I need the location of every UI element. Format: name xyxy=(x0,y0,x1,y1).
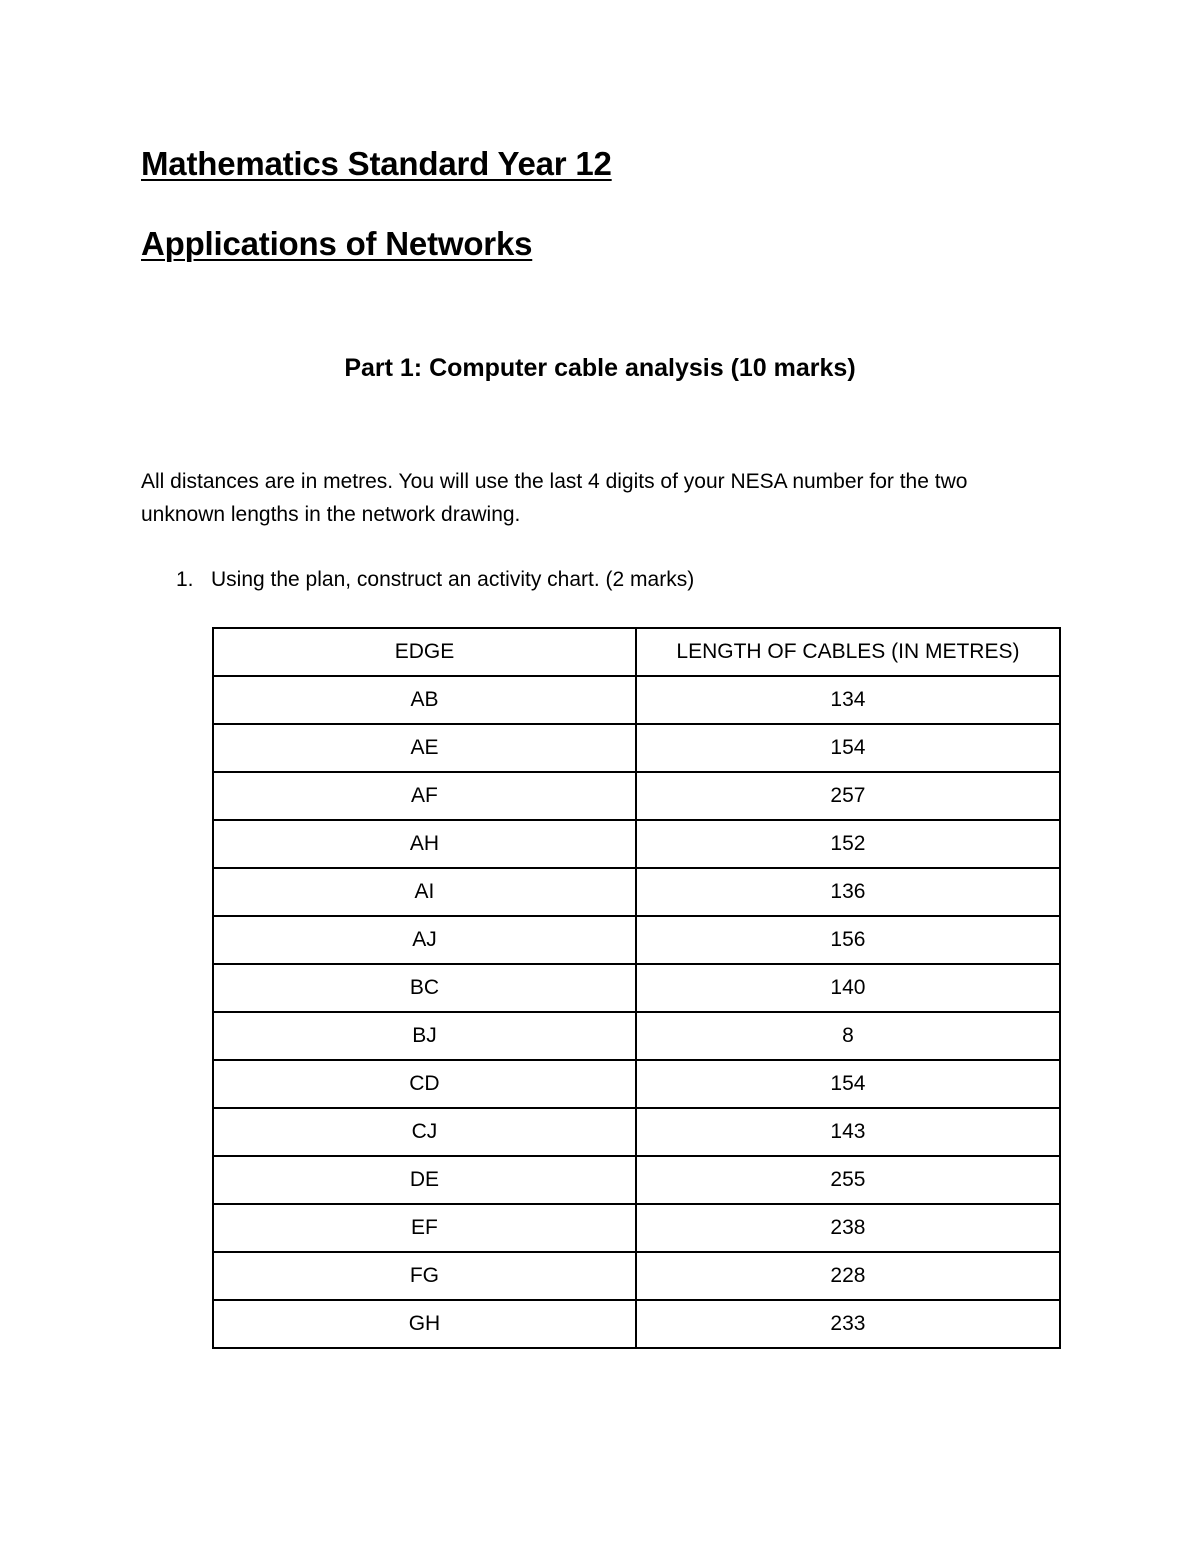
part-heading: Part 1: Computer cable analysis (10 marks) xyxy=(344,354,856,382)
cell-length: 136 xyxy=(636,868,1060,916)
cell-edge: DE xyxy=(213,1156,636,1204)
cell-length: 152 xyxy=(636,820,1060,868)
cell-length: 8 xyxy=(636,1012,1060,1060)
table-row xyxy=(213,964,1060,1012)
table-row xyxy=(213,1204,1060,1252)
cell-length: 257 xyxy=(636,772,1060,820)
table-row xyxy=(213,916,1060,964)
cell-edge: AH xyxy=(213,820,636,868)
cell-length: 154 xyxy=(636,1060,1060,1108)
document-subtitle: Applications of Networks xyxy=(141,225,533,262)
cell-edge: FG xyxy=(213,1252,636,1300)
cell-edge: AE xyxy=(213,724,636,772)
table-row xyxy=(213,772,1060,820)
table-row xyxy=(213,1012,1060,1060)
cell-edge: AF xyxy=(213,772,636,820)
cell-edge: BJ xyxy=(213,1012,636,1060)
cable-length-table xyxy=(212,627,1061,1349)
table-row xyxy=(213,1156,1060,1204)
cell-edge: AJ xyxy=(213,916,636,964)
question-1 xyxy=(176,563,694,596)
cell-length: 238 xyxy=(636,1204,1060,1252)
cell-edge: AI xyxy=(213,868,636,916)
question-number: 1. xyxy=(176,568,194,591)
cell-length: 255 xyxy=(636,1156,1060,1204)
cell-length: 156 xyxy=(636,916,1060,964)
table-row xyxy=(213,1252,1060,1300)
header-edge: EDGE xyxy=(213,628,636,676)
question-text: Using the plan, construct an activity chart. (2 marks) xyxy=(211,568,695,591)
cell-length: 233 xyxy=(636,1300,1060,1348)
cell-length: 154 xyxy=(636,724,1060,772)
cell-edge: EF xyxy=(213,1204,636,1252)
table-row xyxy=(213,1060,1060,1108)
table-row xyxy=(213,1300,1060,1348)
table-row xyxy=(213,724,1060,772)
table-body xyxy=(213,676,1060,1348)
cell-length: 228 xyxy=(636,1252,1060,1300)
cell-edge: CJ xyxy=(213,1108,636,1156)
cell-edge: BC xyxy=(213,964,636,1012)
cell-edge: AB xyxy=(213,676,636,724)
table-header-row xyxy=(213,628,1060,676)
cell-edge: GH xyxy=(213,1300,636,1348)
cell-length: 143 xyxy=(636,1108,1060,1156)
cell-length: 134 xyxy=(636,676,1060,724)
cell-edge: CD xyxy=(213,1060,636,1108)
intro-paragraph: All distances are in metres. You will use the last 4 digits of your NESA number for the two unknown lengths in the network drawing. xyxy=(141,470,968,526)
cell-length: 140 xyxy=(636,964,1060,1012)
header-length: LENGTH OF CABLES (IN METRES) xyxy=(636,628,1060,676)
table-row xyxy=(213,868,1060,916)
table-row xyxy=(213,1108,1060,1156)
document-title: Mathematics Standard Year 12 xyxy=(141,145,612,182)
table-row xyxy=(213,676,1060,724)
table-row xyxy=(213,820,1060,868)
